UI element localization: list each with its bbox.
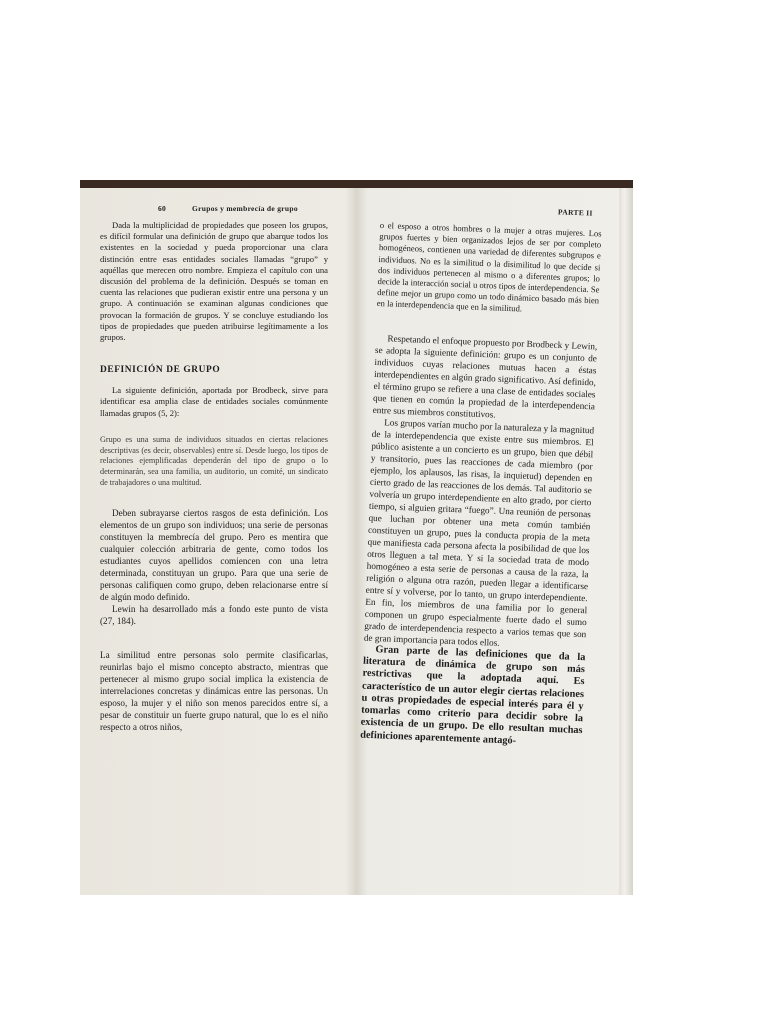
- paragraph: Gran parte de las definiciones que da la literatura de dinámica de grupo son más restrictivas que la adoptada aquí. Es característico de un autor elegir ciertas relaciones u otras propiedades de especial interés para él y tomarlas como criterio para decidir sobre la existencia de un grupo. De ello resultan muchas definiciones aparentemente antagó-: [360, 643, 586, 747]
- page-edge: [619, 188, 633, 895]
- section-heading: DEFINICIÓN DE GRUPO: [100, 365, 221, 376]
- part-label: PARTE II: [557, 207, 593, 218]
- running-head: Grupos y membrecía de grupo: [192, 204, 298, 213]
- paragraph: Los grupos varían mucho por la naturaleza y la magnitud de la interdependencia que existe entre sus miembros. El público asistente a un concierto es un grupo, bien que débil y transitorio, pues las reacciones de cada miembro (por ejemplo, los aplausos, las risas, la inquietud) dependen en cierto grado de las reacciones de los demás. Tal auditorio se volvería un grupo interdependiente en alto grado, por cierto tiempo, si alguien gritara “fuego”. Una reunión de personas que luchan por obtener una meta común también constituyen un grupo, pues la conducta propia de la meta que manifiesta cada persona afecta la posibilidad de que los otros lleguen a tal meta. Y si la sociedad trata de modo homogéneo a esta serie de personas a causa de la raza, la religión o alguna otra razón, pueden llegar a identificarse entre sí y volverse, por lo tanto, un grupo interdependiente. En fin, los miembros de una familia por lo general componen un grupo especialmente fuerte dado el sumo grado de interdependencia respecto a varios temas que son de gran importancia para todos ellos.: [363, 416, 595, 648]
- block-quote-continued: o el esposo a otros hombres o la mujer a otras mujeres. Los grupos fuertes y bien organizados lejos de ser por completo homogéneos, contienen una variedad de diferentes subgrupos e individuos. No es la similitud o la disimilitud lo que decide si dos individuos pertenecen al mismo o a diferentes grupos; lo decide la interacción social u otros tipos de interdependencia. Se define mejor un grupo como un todo dinámico basado más bien en la interdependencia que en la similitud.: [376, 220, 602, 314]
- block-quote: Grupo es una suma de individuos situados en ciertas relaciones descriptivas (es decir, observables) entre sí. Desde luego, los tipos de relaciones ejemplificadas dependerán del tipo de grupo o lo determinarán, sea una familia, un auditorio, un comité, un sindicato de trabajadores o una multitud.: [100, 434, 328, 488]
- paragraph: Respetando el enfoque propuesto por Brodbeck y Lewin, se adopta la siguiente definición: grupo es un conjunto de individuos cuyas relaciones mutuas hacen a éstas interdependientes en algún grado significativo. Así definido, el término grupo se refiere a una clase de entidades sociales que tienen en común la propiedad de la interdependencia entre sus miembros constitutivos.: [372, 333, 598, 420]
- paragraph: La siguiente definición, aportada por Brodbeck, sirve para identificar esa amplia clase de entidades sociales comúnmente llamadas grupos (5, 2):: [100, 385, 328, 418]
- book-photo: [80, 180, 633, 895]
- right-column: [360, 220, 602, 750]
- paragraph: Lewin ha desarrollado más a fondo este punto de vista (27, 184).: [100, 603, 328, 626]
- page-number: 60: [158, 204, 167, 213]
- chapter-intro: Dada la multiplicidad de propiedades que poseen los grupos, es difícil formular una definición de grupo que abarque todos los existentes en la sociedad y pueda proporcionar una clara distinción entre esas entidades sociales llamadas “grupo” y aquéllas que merecen otro nombre. Empieza el capítulo con una discusión del problema de la definición. Después se toman en cuenta las relaciones que pudieran existir entre una persona y un grupo. A continuación se examinan algunas condiciones que provocan la formación de grupos. Y se concluye estudiando los tipos de propiedades que pueden atribuirse legítimamente a los grupos.: [100, 220, 328, 343]
- block-quote: La similitud entre personas solo permite clasificarlas, reunirlas bajo el mismo concepto abstracto, mientras que pertenecer al mismo grupo social implica la existencia de interrelaciones concretas y dinámicas entre las personas. Un esposo, la mujer y el niño son menos parecidos entre sí, a pesar de constituir un fuerte grupo natural, que lo es el niño respecto a otros niños,: [100, 649, 328, 732]
- left-column: [100, 220, 328, 733]
- paragraph: Deben subrayarse ciertos rasgos de esta definición. Los elementos de un grupo son individuos; una serie de personas constituyen la membrecía del grupo. Pero es mentira que cualquier colección arbitraria de gente, como todos los estudiantes cuyos apellidos comiencen con una letra determinada, constituyan un grupo. Para que una serie de personas califiquen como grupo, deben relacionarse entre sí de algún modo definido.: [100, 507, 328, 602]
